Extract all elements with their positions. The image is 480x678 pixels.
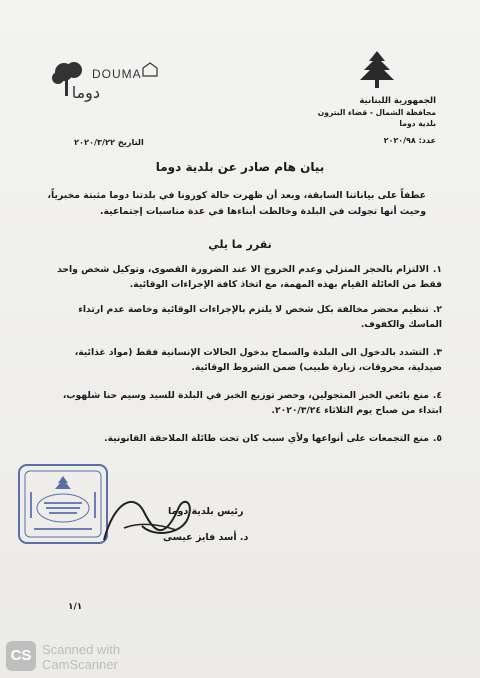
- camscanner-logo-icon: [6, 641, 36, 671]
- item-text: منع بائعي الخبز المتجولين، وحصر توزيع الخبز في البلدة للسيد وسيم حنا شلهوب، ابتداء من صباح يوم الثلاثاء ٢٠٢٠/٣/٢٤.: [62, 390, 442, 416]
- municipality-label: بلدية دوما: [399, 119, 436, 128]
- decision-item: [42, 431, 442, 446]
- page-number: ١/١: [68, 602, 83, 612]
- decision-item: [42, 262, 442, 292]
- scanner-watermark: [42, 642, 120, 672]
- republic-label: الجمهورية اللبنانية: [359, 96, 436, 106]
- cedar-emblem-icon: [355, 48, 399, 92]
- signatory-name: د. أسد فايز عيسى: [163, 532, 249, 543]
- item-number: ٤.: [432, 390, 442, 401]
- item-number: ٣.: [432, 347, 442, 358]
- decision-item: [42, 345, 442, 375]
- watermark-line1: Scanned with: [42, 642, 121, 657]
- document-title: بيان هام صادر عن بلدية دوما: [155, 160, 325, 174]
- badge-text: CS: [10, 647, 32, 664]
- decision-heading: نقرر ما يلي: [208, 238, 272, 251]
- item-number: ٢.: [432, 304, 442, 315]
- governorate-label: محافظة الشمال - قضاء البترون: [317, 108, 436, 117]
- douma-logo: [48, 60, 160, 104]
- item-text: التشدد بالدخول الى البلدة والسماح بدخول الحالات الإنسانية فقط (مواد غذائية، صيدلية، محروقات، زيارة طبيب) ضمن الشروط الوقائية.: [74, 347, 442, 373]
- item-text: منع التجمعات على أنواعها ولأي سبب كان تحت طائلة الملاحقة القانونية.: [104, 433, 429, 444]
- issuer-block: [286, 96, 436, 146]
- watermark-line2: CamScanner: [42, 657, 118, 672]
- item-number: ١.: [432, 264, 442, 275]
- reference-number: عدد: ٢٠٢٠/٩٨: [383, 136, 436, 145]
- item-text: الالتزام بالحجر المنزلي وعدم الخروج الا عند الضرورة القصوى، وتوكيل شخص واحد فقط من العائلة القيام بهذه المهمة، مع اتخاذ كافة الإجراءات الوقائية.: [57, 264, 442, 290]
- item-text: تنظيم محضر مخالفة بكل شخص لا يلتزم بالإجراءات الوقائية وخاصة عدم ارتداء الماسك والكفوف.: [78, 304, 442, 330]
- signatory-title: رئيس بلدية دوما: [168, 506, 244, 517]
- logo-latin-text: DOUMA: [92, 67, 142, 81]
- item-number: ٥.: [432, 433, 442, 444]
- decision-item: [42, 302, 442, 332]
- decision-item: [42, 388, 442, 418]
- logo-arabic-text: دوما: [71, 83, 100, 102]
- document-date: التاريخ ٢٠٢٠/٣/٢٢: [74, 137, 144, 147]
- intro-paragraph: عطفاً على بياناتنا السابقة، وبعد أن ظهرت حالة كورونا في بلدتنا دوما مثبتة مخبرياً، وحيث أنها تجولت في البلدة وخالطت أبناءها في عدة مناسبات إجتماعية.: [47, 190, 426, 217]
